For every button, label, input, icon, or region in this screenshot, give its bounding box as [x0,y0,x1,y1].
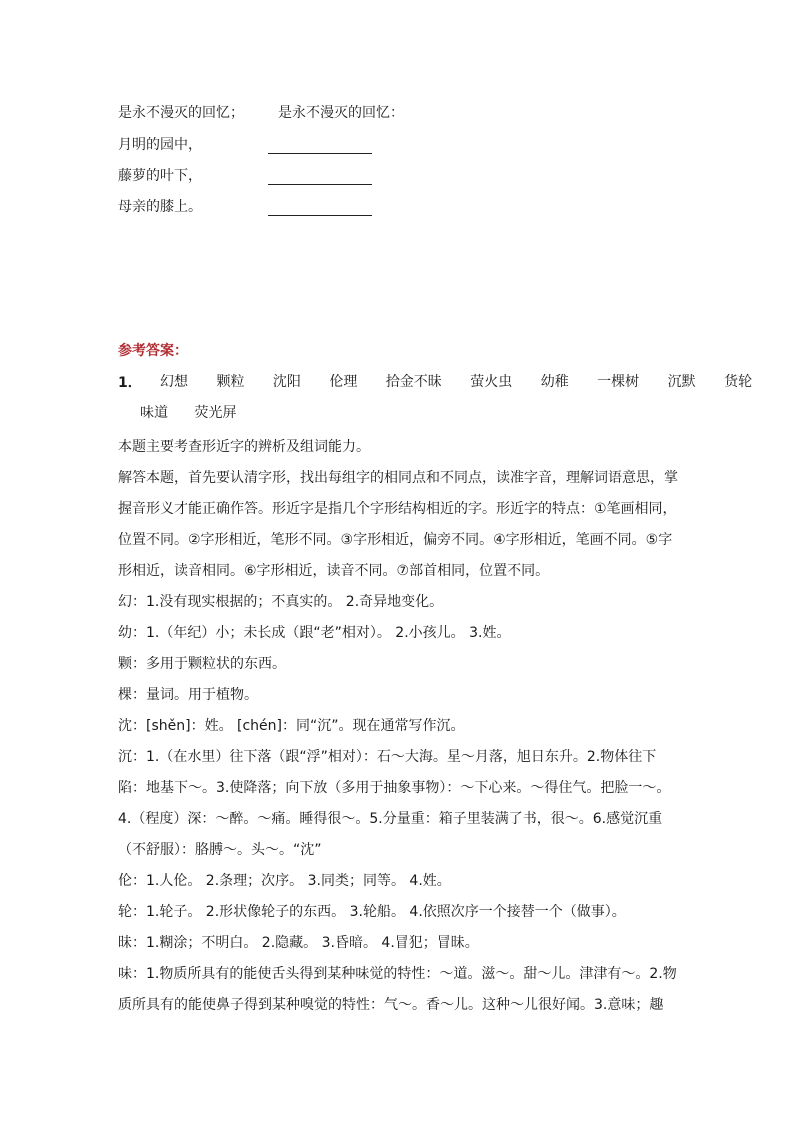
answer-word-list [160,372,752,392]
entry-lun: 伦：1.人伦。 2.条理；次序。 3.同类；同等。 4.姓。 [118,873,451,889]
answer-blank[interactable] [268,141,372,154]
word-item: 幼稚 [540,374,569,390]
poem-row-text: 藤萝的叶下， [118,168,202,184]
poem-row-2 [118,166,202,186]
entry-ke: 颗：多用于颗粒状的东西。 [118,656,286,672]
answer-blank[interactable] [268,172,372,185]
entry-lun2: 轮：1.轮子。 2.形状像轮子的东西。 3.轮船。 4.依照次序一个接替一个（做事）。 [118,904,626,920]
entry-you: 幼：1.（年纪）小；未长成（跟“老”相对）。 2.小孩儿。 3.姓。 [118,625,511,641]
entry-mei: 昧：1.糊涂；不明白。 2.隐藏。 3.昏暗。 4.冒犯；冒昧。 [118,935,479,951]
entry-wei: 味：1.物质所具有的能使舌头得到某种味觉的特性：～道。滋～。甜～儿。津津有～。2.物质所具有的能使鼻子得到某种嗅觉的特性：气～。香～儿。这种～儿很好闻。3.意味；趣 [118,966,677,1013]
entry-chen: 沉：1.（在水里）往下落（跟“浮”相对）：石～大海。星～月落，旭日东升。2.物体往下陷：地基下～。3.使降落；向下放（多用于抽象事物）：～下心来。～得住气。把脸一～。4.（程度）深：～醉。～痛。睡得很～。5.分量重：箱子里装满了书，很～。6.感觉沉重（不舒服）：胳膊～。头～。“沈” [118,749,671,858]
paragraph-intro: 本题主要考查形近字的辨析及组词能力。 [118,439,370,455]
word-item: 沉默 [667,374,696,390]
poem-row-1 [118,135,202,155]
poem-row-3 [118,197,202,217]
entry-huan: 幻：1.没有现实根据的；不真实的。 2.奇异地变化。 [118,594,444,610]
poem-line-1b: 是永不漫灭的回忆： [278,105,404,121]
poem-line-1a: 是永不漫灭的回忆； [118,105,244,121]
word-item: 伦理 [329,374,358,390]
answer-title: 参考答案： [118,343,188,359]
word-item: 拾金不昧 [385,374,442,390]
entry-ke2: 棵：量词。用于植物。 [118,687,258,703]
word-item: 颗粒 [216,374,245,390]
poem-row-text: 月明的园中， [118,137,202,153]
answer-number: 1． [118,375,142,391]
poem-row-text: 母亲的膝上。 [118,199,202,215]
entry-shen: 沈：[shěn]：姓。 [chén]：同“沉”。现在通常写作沉。 [118,718,465,734]
word-item: 一棵树 [597,374,640,390]
word-item: 幻想 [160,374,188,390]
word-item: 荧光屏 [194,405,237,421]
word-item: 货轮 [724,374,753,390]
answer-blank[interactable] [268,203,372,216]
word-item: 萤火虫 [470,374,513,390]
answer-word-list-2 [140,403,236,423]
word-item: 味道 [140,405,168,421]
paragraph-explanation: 解答本题，首先要认清字形，找出每组字的相同点和不同点，读准字音，理解词语意思，掌握音形义才能正确作答。形近字是指几个字形结构相近的字。形近字的特点：①笔画相同，位置不同。②字形相近，笔形不同。③字形相近，偏旁不同。④字形相近，笔画不同。⑤字形相近，读音相同。⑥字形相近，读音不同。⑦部首相同，位置不同。 [118,470,678,579]
word-item: 沈阳 [272,374,301,390]
